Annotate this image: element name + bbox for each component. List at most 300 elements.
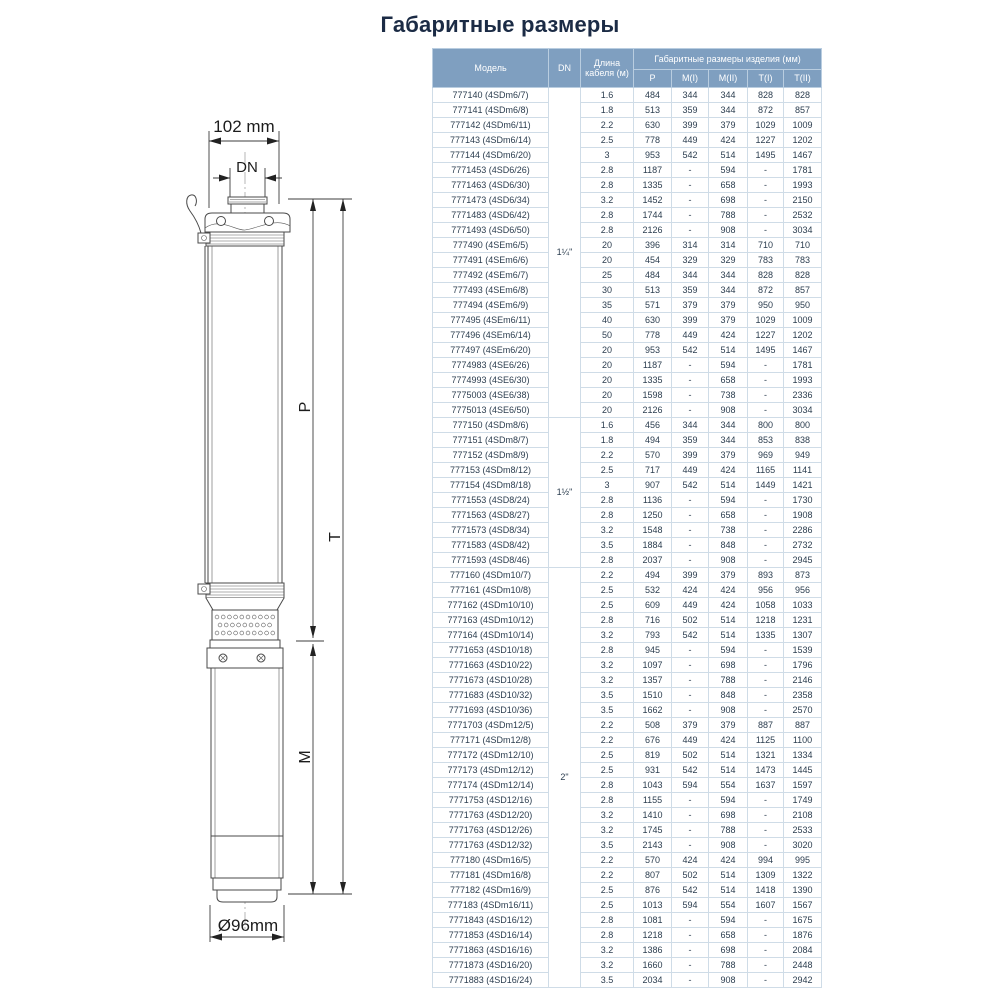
cell-model: 777180 (4SDm16/5) [433, 853, 549, 868]
table-row [433, 373, 822, 388]
cell-m1: 359 [672, 103, 709, 118]
cell-cable: 1.8 [581, 433, 634, 448]
cell-m1: 502 [672, 613, 709, 628]
cell-model: 7771673 (4SD10/28) [433, 673, 549, 688]
cell-t2: 2358 [784, 688, 822, 703]
table-row [433, 793, 822, 808]
cell-cable: 1.6 [581, 88, 634, 103]
cell-m2: 658 [709, 928, 748, 943]
cell-model: 777495 (4SEm6/11) [433, 313, 549, 328]
cell-p: 1598 [634, 388, 672, 403]
table-row [433, 523, 822, 538]
cell-m2: 424 [709, 133, 748, 148]
cell-p: 513 [634, 283, 672, 298]
table-row [433, 133, 822, 148]
intake-screen [206, 598, 284, 640]
cell-t2: 828 [784, 88, 822, 103]
table-row [433, 298, 822, 313]
cell-m2: 908 [709, 838, 748, 853]
cell-cable: 2.8 [581, 223, 634, 238]
table-row [433, 193, 822, 208]
cell-m2: 698 [709, 943, 748, 958]
cell-t2: 1202 [784, 133, 822, 148]
upper-ribbed-band [198, 232, 284, 246]
cell-m2: 424 [709, 598, 748, 613]
cell-p: 1013 [634, 898, 672, 913]
cell-t2: 2532 [784, 208, 822, 223]
table-row [433, 178, 822, 193]
table-row [433, 268, 822, 283]
table-row [433, 103, 822, 118]
cell-t2: 1993 [784, 373, 822, 388]
cell-dn: 1¼" [549, 88, 581, 418]
cell-t1: - [748, 208, 784, 223]
cell-t2: 1033 [784, 598, 822, 613]
cell-t2: 2570 [784, 703, 822, 718]
cell-t1: 887 [748, 718, 784, 733]
cell-p: 1335 [634, 373, 672, 388]
cell-p: 1250 [634, 508, 672, 523]
cell-m1: 594 [672, 778, 709, 793]
cell-model: 777171 (4SDm12/8) [433, 733, 549, 748]
cell-t1: 828 [748, 268, 784, 283]
cell-t2: 873 [784, 568, 822, 583]
cable-clamp-bottom [198, 584, 210, 594]
table-row [433, 658, 822, 673]
cell-m2: 344 [709, 418, 748, 433]
cell-m1: 344 [672, 268, 709, 283]
cell-t2: 1231 [784, 613, 822, 628]
cell-t2: 3034 [784, 223, 822, 238]
cell-cable: 3.2 [581, 958, 634, 973]
cell-m1: 449 [672, 598, 709, 613]
cell-m2: 424 [709, 328, 748, 343]
cell-cable: 20 [581, 238, 634, 253]
page-title: Габаритные размеры [380, 12, 620, 37]
cell-cable: 2.8 [581, 913, 634, 928]
motor-bottom-cap [217, 890, 277, 902]
cell-t1: - [748, 178, 784, 193]
cell-m2: 424 [709, 463, 748, 478]
power-cable [187, 195, 205, 583]
cell-model: 7774983 (4SE6/26) [433, 358, 549, 373]
cell-m2: 788 [709, 208, 748, 223]
table-row [433, 553, 822, 568]
cell-cable: 2.2 [581, 718, 634, 733]
cell-m2: 424 [709, 853, 748, 868]
cell-m1: - [672, 178, 709, 193]
cell-model: 777141 (4SDm6/8) [433, 103, 549, 118]
cell-m1: 594 [672, 898, 709, 913]
cell-m1: - [672, 913, 709, 928]
cell-model: 7771683 (4SD10/32) [433, 688, 549, 703]
cell-p: 609 [634, 598, 672, 613]
cell-cable: 30 [581, 283, 634, 298]
header-dn: DN [549, 49, 581, 88]
cell-p: 717 [634, 463, 672, 478]
cell-model: 7771453 (4SD6/26) [433, 163, 549, 178]
cell-p: 1335 [634, 178, 672, 193]
cell-m1: 542 [672, 763, 709, 778]
cell-t2: 2084 [784, 943, 822, 958]
cell-m1: - [672, 508, 709, 523]
table-row [433, 763, 822, 778]
cell-p: 1410 [634, 808, 672, 823]
cell-t2: 2146 [784, 673, 822, 688]
cell-m2: 698 [709, 808, 748, 823]
cell-p: 1043 [634, 778, 672, 793]
cell-m2: 594 [709, 643, 748, 658]
cell-model: 777142 (4SDm6/11) [433, 118, 549, 133]
cell-t2: 1100 [784, 733, 822, 748]
cell-m1: - [672, 208, 709, 223]
cell-m2: 554 [709, 898, 748, 913]
cell-p: 1662 [634, 703, 672, 718]
cell-t2: 1796 [784, 658, 822, 673]
cell-m1: 329 [672, 253, 709, 268]
cell-p: 778 [634, 328, 672, 343]
cell-m1: - [672, 358, 709, 373]
cell-t1: - [748, 703, 784, 718]
cell-t2: 1445 [784, 763, 822, 778]
cell-t2: 2533 [784, 823, 822, 838]
cell-t1: - [748, 643, 784, 658]
cell-m1: 542 [672, 628, 709, 643]
cell-cable: 3.2 [581, 193, 634, 208]
cell-t1: 1058 [748, 598, 784, 613]
dn-dim-label: DN [236, 159, 258, 176]
cell-m1: 502 [672, 868, 709, 883]
cell-t2: 1781 [784, 358, 822, 373]
cell-cable: 2.8 [581, 643, 634, 658]
cell-cable: 2.5 [581, 883, 634, 898]
table-row [433, 433, 822, 448]
cell-t1: 1227 [748, 328, 784, 343]
cell-cable: 2.8 [581, 793, 634, 808]
cell-m2: 514 [709, 478, 748, 493]
cell-p: 484 [634, 88, 672, 103]
cell-p: 2037 [634, 553, 672, 568]
table-row [433, 418, 822, 433]
cell-t1: 893 [748, 568, 784, 583]
table-row [433, 463, 822, 478]
table-header [433, 49, 822, 88]
cell-model: 7775003 (4SE6/38) [433, 388, 549, 403]
cell-t2: 2150 [784, 193, 822, 208]
table-row [433, 703, 822, 718]
cell-t1: - [748, 943, 784, 958]
table-row [433, 283, 822, 298]
table-row [433, 253, 822, 268]
cell-p: 513 [634, 103, 672, 118]
cell-t1: 1495 [748, 343, 784, 358]
table-body [433, 88, 822, 988]
header-cable: Длина кабеля (м) [581, 49, 634, 88]
cell-m2: 658 [709, 178, 748, 193]
cell-model: 7771583 (4SD8/42) [433, 538, 549, 553]
cell-model: 777150 (4SDm8/6) [433, 418, 549, 433]
cell-cable: 3.5 [581, 703, 634, 718]
table-row [433, 928, 822, 943]
cell-model: 777497 (4SEm6/20) [433, 343, 549, 358]
cell-p: 1386 [634, 943, 672, 958]
cell-t2: 1141 [784, 463, 822, 478]
cell-t2: 2336 [784, 388, 822, 403]
cell-model: 777494 (4SEm6/9) [433, 298, 549, 313]
cell-cable: 2.2 [581, 118, 634, 133]
cell-p: 396 [634, 238, 672, 253]
cell-t1: - [748, 538, 784, 553]
cell-m1: 424 [672, 583, 709, 598]
cell-t2: 949 [784, 448, 822, 463]
cell-p: 456 [634, 418, 672, 433]
cell-t2: 1009 [784, 118, 822, 133]
cell-m2: 379 [709, 298, 748, 313]
cell-cable: 2.8 [581, 493, 634, 508]
cell-m1: 399 [672, 448, 709, 463]
cell-m1: 424 [672, 853, 709, 868]
cell-p: 570 [634, 448, 672, 463]
cell-m2: 344 [709, 283, 748, 298]
p-dim-label: P [297, 401, 314, 413]
cell-cable: 3 [581, 148, 634, 163]
cell-p: 1510 [634, 688, 672, 703]
cell-t1: 969 [748, 448, 784, 463]
cell-model: 777492 (4SEm6/7) [433, 268, 549, 283]
cell-p: 1452 [634, 193, 672, 208]
cell-t1: 1335 [748, 628, 784, 643]
cell-model: 777491 (4SEm6/6) [433, 253, 549, 268]
cell-t2: 2448 [784, 958, 822, 973]
cell-cable: 2.2 [581, 568, 634, 583]
cell-cable: 2.8 [581, 553, 634, 568]
cell-t1: - [748, 373, 784, 388]
cell-model: 7771763 (4SD12/26) [433, 823, 549, 838]
cell-t1: 1321 [748, 748, 784, 763]
lift-hole-right [265, 217, 274, 226]
cell-m2: 594 [709, 163, 748, 178]
cell-t1: 710 [748, 238, 784, 253]
cell-m2: 594 [709, 913, 748, 928]
cell-m2: 554 [709, 778, 748, 793]
cell-m2: 344 [709, 268, 748, 283]
cell-model: 777182 (4SDm16/9) [433, 883, 549, 898]
cell-m1: - [672, 673, 709, 688]
cell-t1: 1309 [748, 868, 784, 883]
cell-t1: 956 [748, 583, 784, 598]
cell-t2: 956 [784, 583, 822, 598]
cell-m2: 514 [709, 613, 748, 628]
cell-m1: - [672, 658, 709, 673]
header-p: P [634, 70, 672, 88]
table-row [433, 148, 822, 163]
cell-m2: 329 [709, 253, 748, 268]
cell-cable: 3.2 [581, 808, 634, 823]
cell-model: 777174 (4SDm12/14) [433, 778, 549, 793]
cell-m1: - [672, 928, 709, 943]
table-row [433, 583, 822, 598]
motor-body [211, 668, 283, 902]
cell-cable: 2.5 [581, 463, 634, 478]
cell-t1: - [748, 838, 784, 853]
cell-cable: 2.2 [581, 733, 634, 748]
cell-p: 2143 [634, 838, 672, 853]
cell-p: 494 [634, 433, 672, 448]
cell-m1: - [672, 808, 709, 823]
cell-t2: 1539 [784, 643, 822, 658]
t-dim-label: T [327, 532, 344, 542]
cell-m1: 344 [672, 88, 709, 103]
cell-m2: 379 [709, 718, 748, 733]
table-row [433, 718, 822, 733]
cell-m2: 698 [709, 658, 748, 673]
cell-t2: 3034 [784, 403, 822, 418]
cell-m2: 379 [709, 568, 748, 583]
cell-t2: 2108 [784, 808, 822, 823]
table-row [433, 343, 822, 358]
cell-cable: 20 [581, 358, 634, 373]
cell-cable: 2.8 [581, 178, 634, 193]
cell-cable: 2.2 [581, 868, 634, 883]
cell-model: 777140 (4SDm6/7) [433, 88, 549, 103]
diameter-dim-label: Ø96mm [217, 916, 279, 935]
cell-m1: 542 [672, 148, 709, 163]
cell-t1: 994 [748, 853, 784, 868]
cell-t2: 1993 [784, 178, 822, 193]
cell-m2: 738 [709, 388, 748, 403]
cell-cable: 50 [581, 328, 634, 343]
cell-model: 7771483 (4SD6/42) [433, 208, 549, 223]
cell-t1: - [748, 958, 784, 973]
dn-dimension [213, 159, 282, 198]
header-m1: M(I) [672, 70, 709, 88]
cell-model: 7775013 (4SE6/50) [433, 403, 549, 418]
cell-model: 777173 (4SDm12/12) [433, 763, 549, 778]
dimensions-table [432, 48, 822, 988]
cell-model: 777161 (4SDm10/8) [433, 583, 549, 598]
cell-m2: 908 [709, 403, 748, 418]
cell-t1: - [748, 493, 784, 508]
cell-m1: - [672, 973, 709, 988]
cell-cable: 2.8 [581, 163, 634, 178]
cell-model: 7771853 (4SD16/14) [433, 928, 549, 943]
cell-t1: 800 [748, 418, 784, 433]
table-row [433, 748, 822, 763]
cell-t2: 950 [784, 298, 822, 313]
cell-model: 7771563 (4SD8/27) [433, 508, 549, 523]
cell-m2: 314 [709, 238, 748, 253]
cell-m2: 424 [709, 583, 748, 598]
cell-cable: 2.8 [581, 613, 634, 628]
cell-t1: - [748, 808, 784, 823]
cell-model: 777152 (4SDm8/9) [433, 448, 549, 463]
cell-m2: 848 [709, 688, 748, 703]
cell-t1: - [748, 223, 784, 238]
cell-m2: 514 [709, 343, 748, 358]
cell-model: 777172 (4SDm12/10) [433, 748, 549, 763]
cell-model: 7771703 (4SDm12/5) [433, 718, 549, 733]
cell-m1: - [672, 223, 709, 238]
width-dim-label: 102 mm [213, 117, 275, 136]
table-row [433, 883, 822, 898]
cell-cable: 20 [581, 403, 634, 418]
table-row [433, 838, 822, 853]
cell-cable: 3.2 [581, 823, 634, 838]
cell-model: 7771553 (4SD8/24) [433, 493, 549, 508]
cell-t1: 1418 [748, 883, 784, 898]
cell-p: 571 [634, 298, 672, 313]
cell-cable: 2.5 [581, 133, 634, 148]
cell-t2: 1908 [784, 508, 822, 523]
cell-model: 777490 (4SEm6/5) [433, 238, 549, 253]
cell-model: 7771753 (4SD12/16) [433, 793, 549, 808]
cell-t1: 1029 [748, 313, 784, 328]
cell-t2: 828 [784, 268, 822, 283]
cell-t1: - [748, 973, 784, 988]
cell-m1: 449 [672, 133, 709, 148]
cell-model: 7774993 (4SE6/30) [433, 373, 549, 388]
table-row [433, 163, 822, 178]
cell-cable: 3.5 [581, 838, 634, 853]
cell-t2: 1307 [784, 628, 822, 643]
cell-t2: 1322 [784, 868, 822, 883]
cell-m1: 449 [672, 463, 709, 478]
cell-t2: 1597 [784, 778, 822, 793]
cell-m1: - [672, 403, 709, 418]
cell-t1: - [748, 913, 784, 928]
table-row [433, 223, 822, 238]
cell-m1: 449 [672, 328, 709, 343]
coupling-flange [207, 640, 283, 668]
cell-model: 777154 (4SDm8/18) [433, 478, 549, 493]
cell-model: 7771573 (4SD8/34) [433, 523, 549, 538]
cell-t2: 1334 [784, 748, 822, 763]
cell-t2: 1876 [784, 928, 822, 943]
diameter-dimension [210, 905, 284, 942]
cell-t1: - [748, 163, 784, 178]
cell-t2: 1467 [784, 343, 822, 358]
table-row [433, 898, 822, 913]
header-dimensions-group: Габаритные размеры изделия (мм) [634, 49, 822, 70]
cell-m1: - [672, 193, 709, 208]
cell-p: 1660 [634, 958, 672, 973]
cell-p: 1081 [634, 913, 672, 928]
cell-p: 1187 [634, 163, 672, 178]
cell-model: 7771693 (4SD10/36) [433, 703, 549, 718]
cell-t2: 1390 [784, 883, 822, 898]
cell-cable: 40 [581, 313, 634, 328]
cell-p: 778 [634, 133, 672, 148]
cell-m1: 344 [672, 418, 709, 433]
cell-p: 1548 [634, 523, 672, 538]
cell-m1: - [672, 643, 709, 658]
pump-head [205, 197, 290, 232]
cell-m2: 514 [709, 763, 748, 778]
cell-cable: 3 [581, 478, 634, 493]
table-row [433, 808, 822, 823]
pump-dimension-drawing [100, 85, 440, 965]
cell-model: 777162 (4SDm10/10) [433, 598, 549, 613]
cell-m1: - [672, 388, 709, 403]
cell-t2: 1467 [784, 148, 822, 163]
cell-cable: 2.2 [581, 448, 634, 463]
cell-m2: 908 [709, 973, 748, 988]
cell-m1: - [672, 793, 709, 808]
cell-cable: 2.8 [581, 778, 634, 793]
cell-m1: 502 [672, 748, 709, 763]
table-row [433, 673, 822, 688]
cell-t1: 872 [748, 103, 784, 118]
